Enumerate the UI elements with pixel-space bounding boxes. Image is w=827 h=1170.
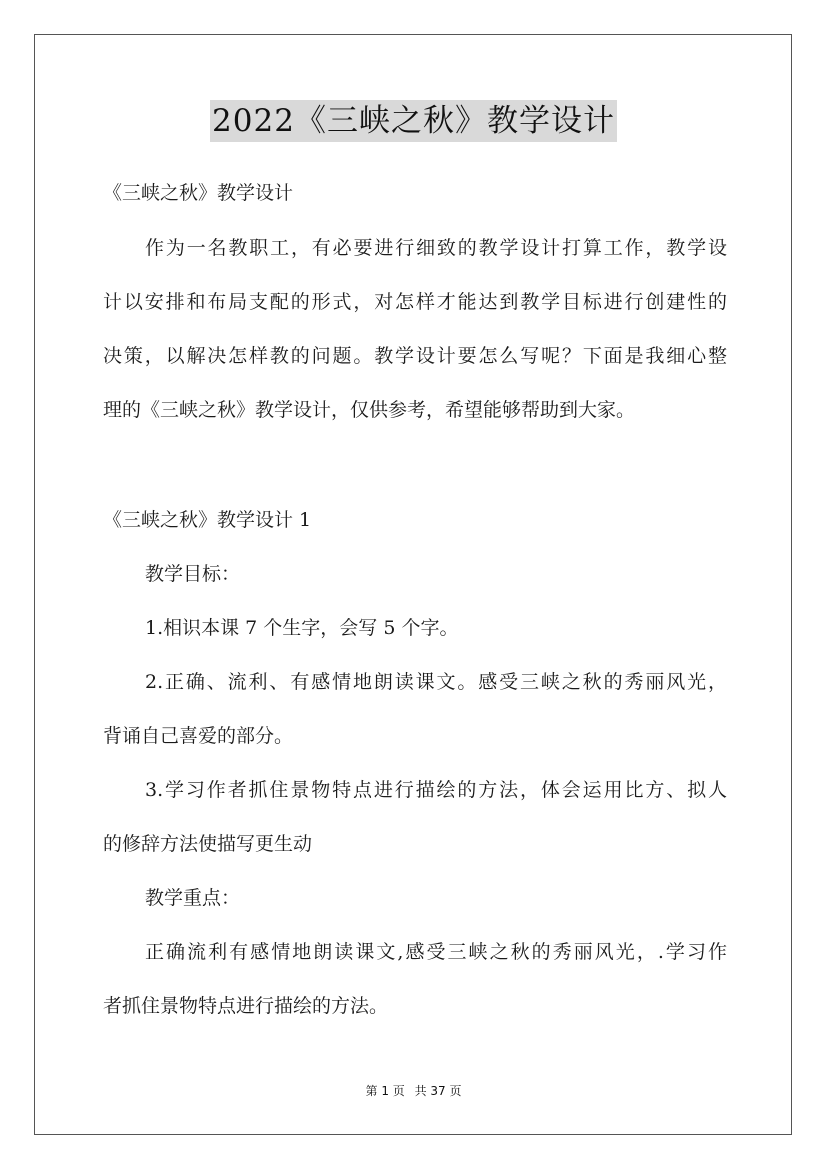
intro-line-3: 决策，以解决怎样教的问题。教学设计要怎么写呢？下面是我细心整: [103, 345, 727, 367]
intro-line-2: 计以安排和布局支配的形式，对怎样才能达到教学目标进行创建性的: [103, 291, 727, 313]
page-footer: [0, 1083, 827, 1099]
goal-1: 1.相识本课 7 个生字，会写 5 个字。: [145, 617, 459, 639]
intro-line-1: 作为一名教职工，有必要进行细致的教学设计打算工作，教学设: [145, 237, 727, 259]
goal-3-line-1: 3.学习作者抓住景物特点进行描绘的方法，体会运用比方、拟人: [145, 779, 727, 801]
focus-line-1: 正确流利有感情地朗读课文,感受三峡之秋的秀丽风光，.学习作: [145, 941, 727, 963]
page-number: 第 1 页: [365, 1084, 405, 1098]
focus-line-2: 者抓住景物特点进行描绘的方法。: [103, 995, 389, 1017]
section-heading: 《三峡之秋》教学设计 1: [103, 509, 312, 531]
goals-label: 教学目标：: [145, 563, 241, 585]
subheading: 《三峡之秋》教学设计: [103, 182, 294, 204]
goal-2-line-1: 2.正确、流利、有感情地朗读课文。感受三峡之秋的秀丽风光，: [145, 671, 727, 693]
document-title: 2022《三峡之秋》教学设计: [210, 100, 617, 142]
page-total: 共 37 页: [414, 1084, 462, 1098]
goal-3-line-2: 的修辞方法使描写更生动: [103, 833, 313, 855]
goal-2-line-2: 背诵自己喜爱的部分。: [103, 725, 294, 747]
title-container: [0, 100, 827, 142]
focus-label: 教学重点：: [145, 887, 241, 909]
intro-line-4: 理的《三峡之秋》教学设计，仅供参考，希望能够帮助到大家。: [103, 399, 636, 421]
